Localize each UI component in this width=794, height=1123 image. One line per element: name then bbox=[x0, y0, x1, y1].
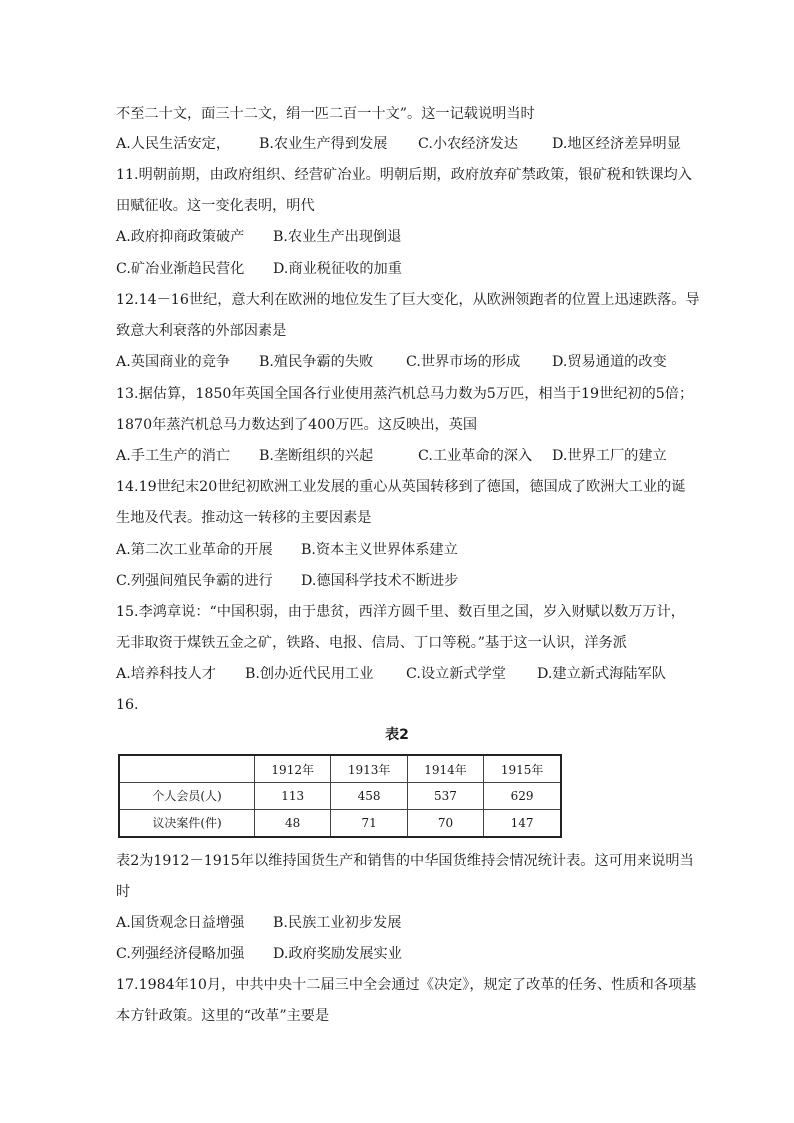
table-row-label: 个人会员(人) bbox=[119, 783, 255, 810]
q11-option-c: C.矿冶业渐趋民营化 bbox=[116, 261, 245, 277]
table-cell: 113 bbox=[255, 783, 331, 810]
table-header-cell: 1913年 bbox=[331, 755, 407, 783]
q14-options-row2 bbox=[116, 571, 696, 591]
table-cell: 629 bbox=[484, 783, 561, 810]
q11-stem-line1: 11.明朝前期，由政府组织、经营矿冶业。明朝后期，政府放弃矿禁政策，银矿税和铁课均入 bbox=[116, 167, 692, 183]
table-header-cell: 1912年 bbox=[255, 755, 331, 783]
table-cell: 70 bbox=[407, 809, 483, 837]
q13-option-d: D.世界工厂的建立 bbox=[552, 448, 667, 464]
q14-option-a: A.第二次工业革命的开展 bbox=[116, 542, 273, 558]
q16-options-row2 bbox=[116, 944, 696, 964]
q15-stem-line1: 15.李鸿章说：“中国积弱，由于患贫，西洋方圆千里、数百里之国，岁入财赋以数万万计， bbox=[116, 604, 685, 620]
q14-option-c: C.列强间殖民争霸的进行 bbox=[116, 573, 273, 589]
q14-option-d: D.德国科学技术不断进步 bbox=[301, 573, 459, 589]
q17-stem-line2: 本方针政策。这里的“改革”主要是 bbox=[116, 1008, 330, 1024]
q16-option-b: B.民族工业初步发展 bbox=[273, 915, 402, 931]
q12-option-d: D.贸易通道的改变 bbox=[552, 354, 667, 370]
table-cell: 147 bbox=[484, 809, 561, 837]
q15-option-a: A.培养科技人才 bbox=[116, 666, 216, 682]
q15-option-d: D.建立新式海陆军队 bbox=[537, 666, 666, 682]
q14-stem-line1: 14.19世纪末20世纪初欧洲工业发展的重心从英国转移到了德国，德国成了欧洲大工业的诞 bbox=[116, 479, 686, 495]
table-cell: 537 bbox=[407, 783, 483, 810]
table-header-cell bbox=[119, 755, 255, 783]
q16-option-a: A.国货观念日益增强 bbox=[116, 915, 245, 931]
q11-option-d: D.商业税征收的加重 bbox=[273, 261, 402, 277]
q10-options bbox=[116, 134, 696, 154]
q16-option-c: C.列强经济侵略加强 bbox=[116, 946, 245, 962]
q13-stem-line2: 1870年蒸汽机总马力数达到了400万匹。这反映出，英国 bbox=[116, 417, 478, 433]
q11-options-row1 bbox=[116, 227, 696, 247]
q16-stem-line2: 时 bbox=[116, 884, 131, 900]
q13-option-c: C.工业革命的深入 bbox=[418, 448, 533, 464]
q11-options-row2 bbox=[116, 259, 696, 279]
q11-option-b: B.农业生产出现倒退 bbox=[273, 229, 402, 245]
q12-option-c: C.世界市场的形成 bbox=[406, 354, 521, 370]
table-title: 表2 bbox=[385, 727, 409, 743]
q16-number: 16. bbox=[116, 697, 139, 713]
q13-stem-line1: 13.据估算，1850年英国全国各行业使用蒸汽机总马力数为5万匹，相当于19世纪初的5倍； bbox=[116, 386, 694, 402]
q10-option-c: C.小农经济发达 bbox=[418, 136, 518, 152]
q16-option-d: D.政府奖励发展实业 bbox=[273, 946, 402, 962]
q12-stem-line2: 致意大利衰落的外部因素是 bbox=[116, 323, 287, 339]
q10-stem-tail: 不至二十文，面三十二文，绢一匹二百一十文”。这一记载说明当时 bbox=[116, 106, 535, 122]
q16-options-row1 bbox=[116, 913, 696, 933]
q14-options-row1 bbox=[116, 540, 696, 560]
q15-options bbox=[116, 664, 696, 684]
table-row bbox=[119, 809, 561, 837]
table-cell: 71 bbox=[331, 809, 407, 837]
table-header-cell: 1914年 bbox=[407, 755, 483, 783]
q13-options bbox=[116, 446, 696, 466]
q12-option-a: A.英国商业的竞争 bbox=[116, 354, 231, 370]
statistics-table bbox=[118, 754, 562, 838]
q10-option-d: D.地区经济差异明显 bbox=[552, 136, 681, 152]
q16-stem-line1: 表2为1912－1915年以维持国货生产和销售的中华国货维持会情况统计表。这可用来说明当 bbox=[116, 853, 694, 869]
table-header-cell: 1915年 bbox=[484, 755, 561, 783]
q12-option-b: B.殖民争霸的失败 bbox=[259, 354, 374, 370]
q17-stem-line1: 17.1984年10月，中共中央十二届三中全会通过《决定》，规定了改革的任务、性质和各项基 bbox=[116, 977, 697, 993]
table-cell: 458 bbox=[331, 783, 407, 810]
table-cell: 48 bbox=[255, 809, 331, 837]
q14-stem-line2: 生地及代表。推动这一转移的主要因素是 bbox=[116, 510, 372, 526]
table-row-label: 议决案件(件) bbox=[119, 809, 255, 837]
q11-option-a: A.政府抑商政策破产 bbox=[116, 229, 245, 245]
q14-option-b: B.资本主义世界体系建立 bbox=[301, 542, 458, 558]
q10-option-b: B.农业生产得到发展 bbox=[259, 136, 388, 152]
q13-option-b: B.垄断组织的兴起 bbox=[259, 448, 374, 464]
table-row bbox=[119, 783, 561, 810]
table-header-row bbox=[119, 755, 561, 783]
q12-stem-line1: 12.14－16世纪，意大利在欧洲的地位发生了巨大变化，从欧洲领跑者的位置上迅速跌落。导 bbox=[116, 292, 700, 308]
q10-option-a: A.人民生活安定， bbox=[116, 136, 231, 152]
q15-stem-line2: 无非取资于煤铁五金之矿，铁路、电报、信局、丁口等税。”基于这一认识，洋务派 bbox=[116, 635, 627, 651]
q12-options bbox=[116, 352, 696, 372]
q13-option-a: A.手工生产的消亡 bbox=[116, 448, 231, 464]
q11-stem-line2: 田赋征收。这一变化表明，明代 bbox=[116, 198, 315, 214]
q15-option-c: C.设立新式学堂 bbox=[406, 666, 506, 682]
q15-option-b: B.创办近代民用工业 bbox=[245, 666, 374, 682]
